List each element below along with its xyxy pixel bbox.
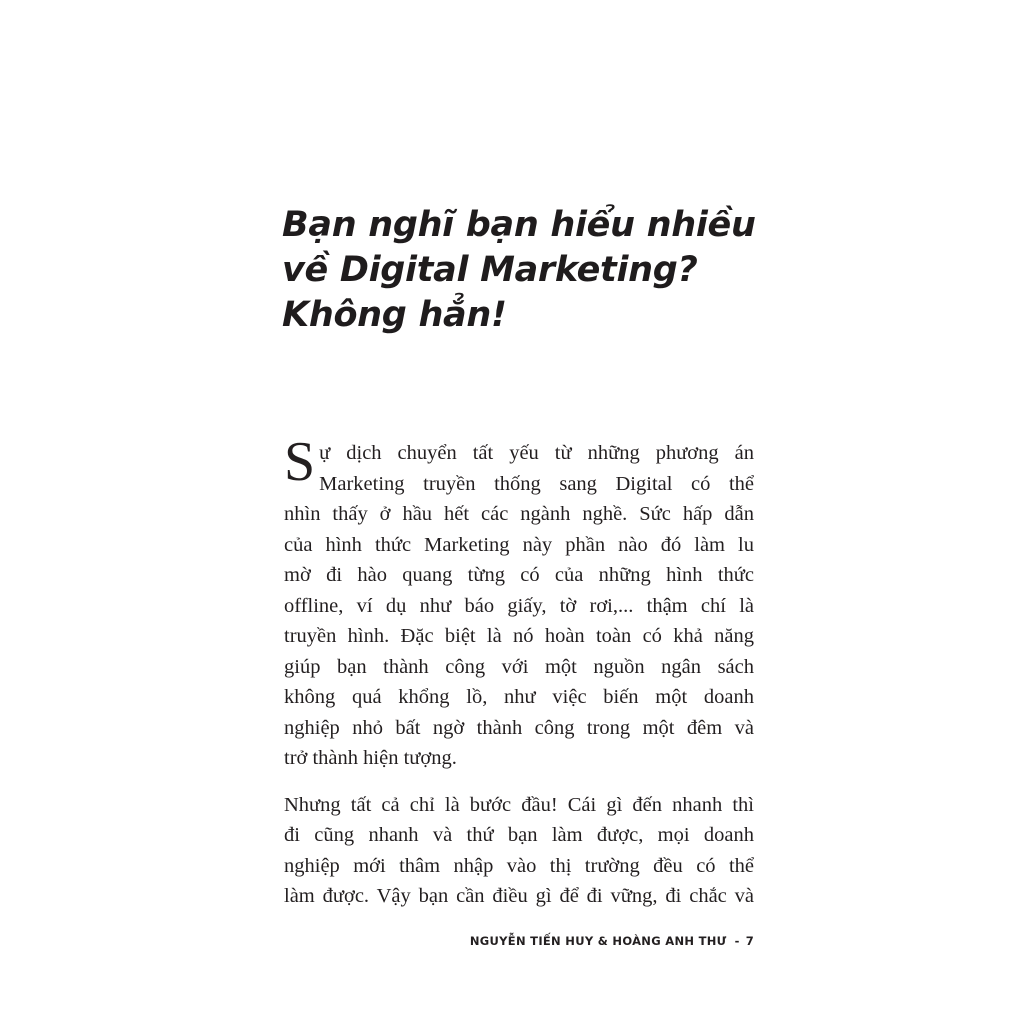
text-line: của hình thức Marketing này phần nào đó làm lu [284, 533, 754, 556]
text-line: offline, ví dụ như báo giấy, tờ rơi,... thậm chí là [284, 594, 754, 617]
paragraph-1 [284, 431, 754, 774]
text-line: giúp bạn thành công với một nguồn ngân sách [284, 655, 754, 678]
text-line: trở thành hiện tượng. [284, 747, 457, 769]
text-line: nghiệp mới thâm nhập vào thị trường đều có thể [284, 854, 754, 877]
footer-separator: - [734, 934, 740, 948]
text-line: làm được. Vậy bạn cần điều gì để đi vững, đi chắc và [284, 885, 754, 907]
page-footer [440, 934, 754, 948]
text-line: đi cũng nhanh và thứ bạn làm được, mọi doanh [284, 824, 754, 846]
heading-line: Không hẳn! [282, 295, 507, 335]
text-line: Nhưng tất cả chỉ là bước đầu! Cái gì đến nhanh thì [284, 793, 754, 816]
body-text [284, 431, 754, 912]
text-line: nghiệp nhỏ bất ngờ thành công trong một đêm và [284, 716, 754, 739]
paragraph-2 [284, 790, 754, 912]
heading-line: về Digital Marketing? [282, 250, 698, 290]
text-line: ự dịch chuyển tất yếu từ những phương án [319, 442, 754, 464]
text-line: Marketing truyền thống sang Digital có thể [319, 472, 754, 495]
page-number: 7 [745, 934, 754, 948]
text-line: nhìn thấy ở hầu hết các ngành nghề. Sức hấp dẫn [284, 503, 754, 525]
text-line: không quá khổng lồ, như việc biến một doanh [284, 686, 754, 708]
footer-authors: NGUYỄN TIẾN HUY & HOÀNG ANH THƯ [469, 934, 727, 948]
heading-line: Bạn nghĩ bạn hiểu nhiều [282, 205, 756, 245]
text-line: mờ đi hào quang từng có của những hình thức [284, 564, 754, 586]
chapter-heading [282, 203, 782, 338]
drop-cap: S [284, 431, 316, 493]
text-line: truyền hình. Đặc biệt là nó hoàn toàn có khả năng [284, 625, 754, 647]
